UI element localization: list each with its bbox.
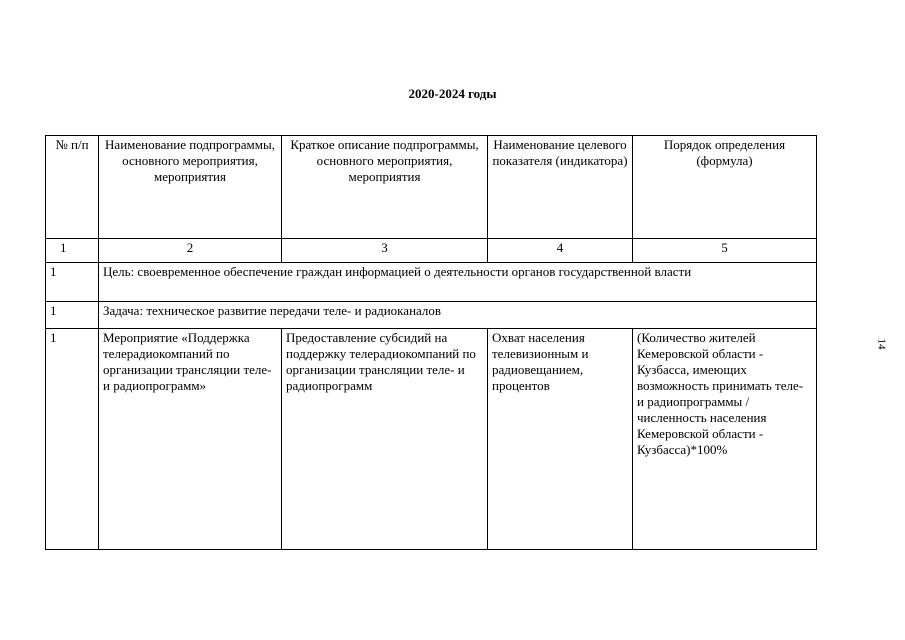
task-text: Задача: техническое развитие передачи теле- и радиоканалов xyxy=(99,302,817,329)
table-header-row xyxy=(46,136,817,239)
column-number: 2 xyxy=(99,239,282,263)
goal-text: Цель: своевременное обеспечение граждан информацией о деятельности органов государственной власти xyxy=(99,263,817,302)
column-number: 5 xyxy=(633,239,817,263)
task-index: 1 xyxy=(46,302,99,329)
column-number: 3 xyxy=(282,239,488,263)
page-number: 14 xyxy=(875,338,888,350)
header-indicator-name: Наименование целевого показателя (индикатора) xyxy=(488,136,633,239)
event-formula: (Количество жителей Кемеровской области - Кузбасса, имеющих возможность принимать теле- и радиопрограммы / численность населения Кемеровской области - Кузбасса)*100% xyxy=(633,329,817,550)
event-indicator: Охват населения телевизионным и радиовещанием, процентов xyxy=(488,329,633,550)
header-formula: Порядок определения (формула) xyxy=(633,136,817,239)
goal-row xyxy=(46,263,817,302)
goal-index: 1 xyxy=(46,263,99,302)
header-number: № п/п xyxy=(46,136,99,239)
event-index: 1 xyxy=(46,329,99,550)
event-name: Мероприятие «Поддержка телерадиокомпаний по организации трансляции теле- и радиопрограмм» xyxy=(99,329,282,550)
column-number: 4 xyxy=(488,239,633,263)
column-number-row xyxy=(46,239,817,263)
header-subprogram-name: Наименование подпрограммы, основного мероприятия, мероприятия xyxy=(99,136,282,239)
task-row xyxy=(46,302,817,329)
column-number: 1 xyxy=(46,239,99,263)
document-title: 2020-2024 годы xyxy=(408,86,497,101)
event-description: Предоставление субсидий на поддержку телерадиокомпаний по организации трансляции теле- и радиопрограмм xyxy=(282,329,488,550)
program-table xyxy=(45,135,817,550)
event-row xyxy=(46,329,817,550)
header-short-description: Краткое описание подпрограммы, основного мероприятия, мероприятия xyxy=(282,136,488,239)
